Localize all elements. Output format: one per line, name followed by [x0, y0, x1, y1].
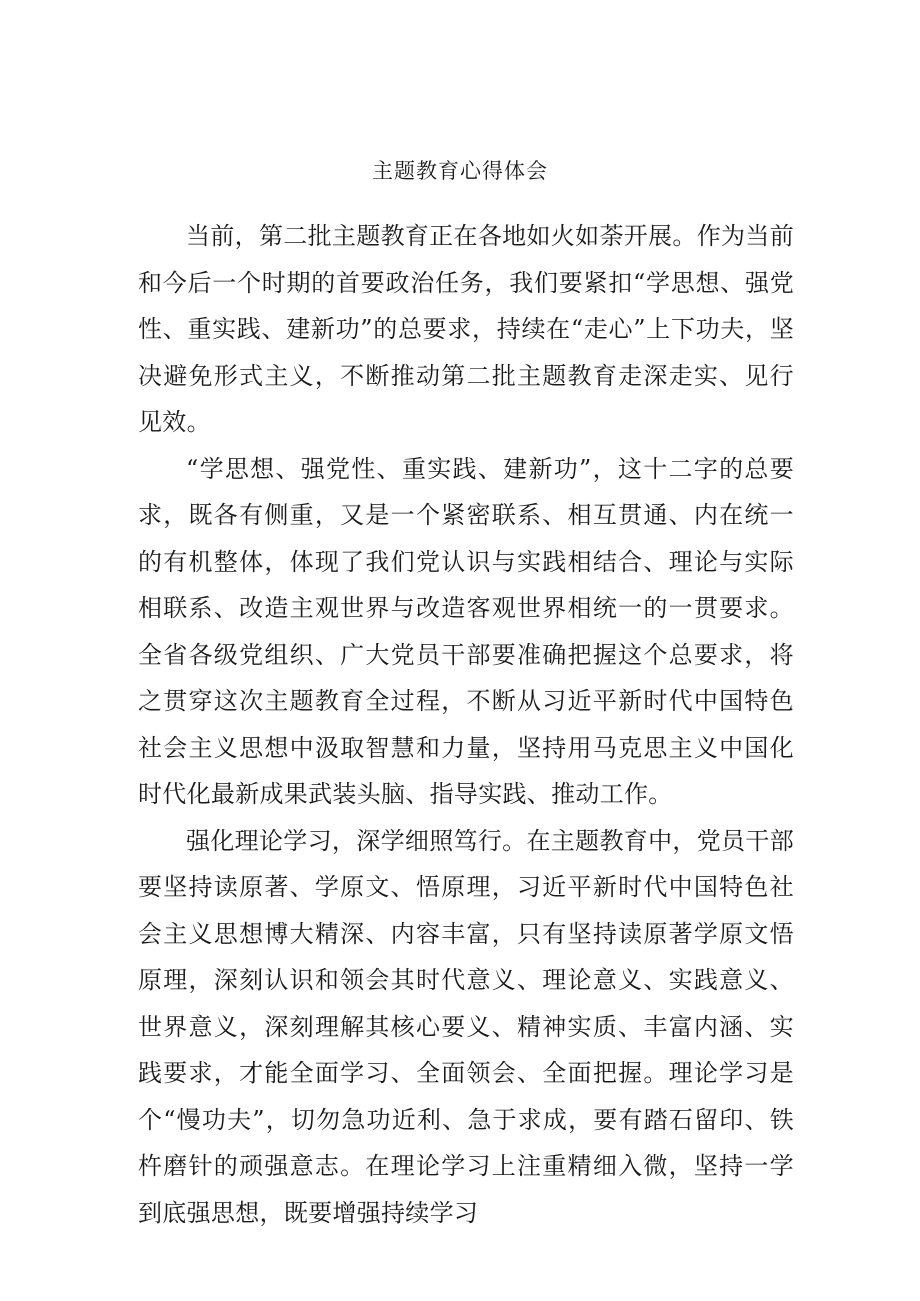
paragraph-3: 强化理论学习，深学细照笃行。在主题教育中，党员干部要坚持读原著、学原文、悟原理，习近平新时代中国特色社会主义思想博大精深、内容丰富，只有坚持读原著学原文悟原理，深刻认识和领会其时代意义、理论意义、实践意义、世界意义，深刻理解其核心要义、精神实质、丰富内涵、实践要求，才能全面学习、全面领会、全面把握。理论学习是个“慢功夫”，切勿急功近利、急于求成，要有踏石留印、铁杵磨针的顽强意志。在理论学习上注重精细入微，坚持一学到底强思想，既要增强持续学习	[138, 826, 794, 1227]
paragraph-1: 当前，第二批主题教育正在各地如火如荼开展。作为当前和今后一个时期的首要政治任务，我们要紧扣“学思想、强党性、重实践、建新功”的总要求，持续在“走心”上下功夫，坚决避免形式主义，不断推动第二批主题教育走深走实、见行见效。	[138, 222, 794, 436]
paragraph-2: “学思想、强党性、重实践、建新功”，这十二字的总要求，既各有侧重，又是一个紧密联系、相互贯通、内在统一的有机整体，体现了我们党认识与实践相结合、理论与实际相联系、改造主观世界与改造客观世界相统一的一贯要求。全省各级党组织、广大党员干部要准确把握这个总要求，将之贯穿这次主题教育全过程，不断从习近平新时代中国特色社会主义思想中汲取智慧和力量，坚持用马克思主义中国化时代化最新成果武装头脑、指导实践、推动工作。	[138, 454, 794, 808]
document-body	[138, 213, 794, 1236]
document-title: 主题教育心得体会	[372, 159, 548, 183]
